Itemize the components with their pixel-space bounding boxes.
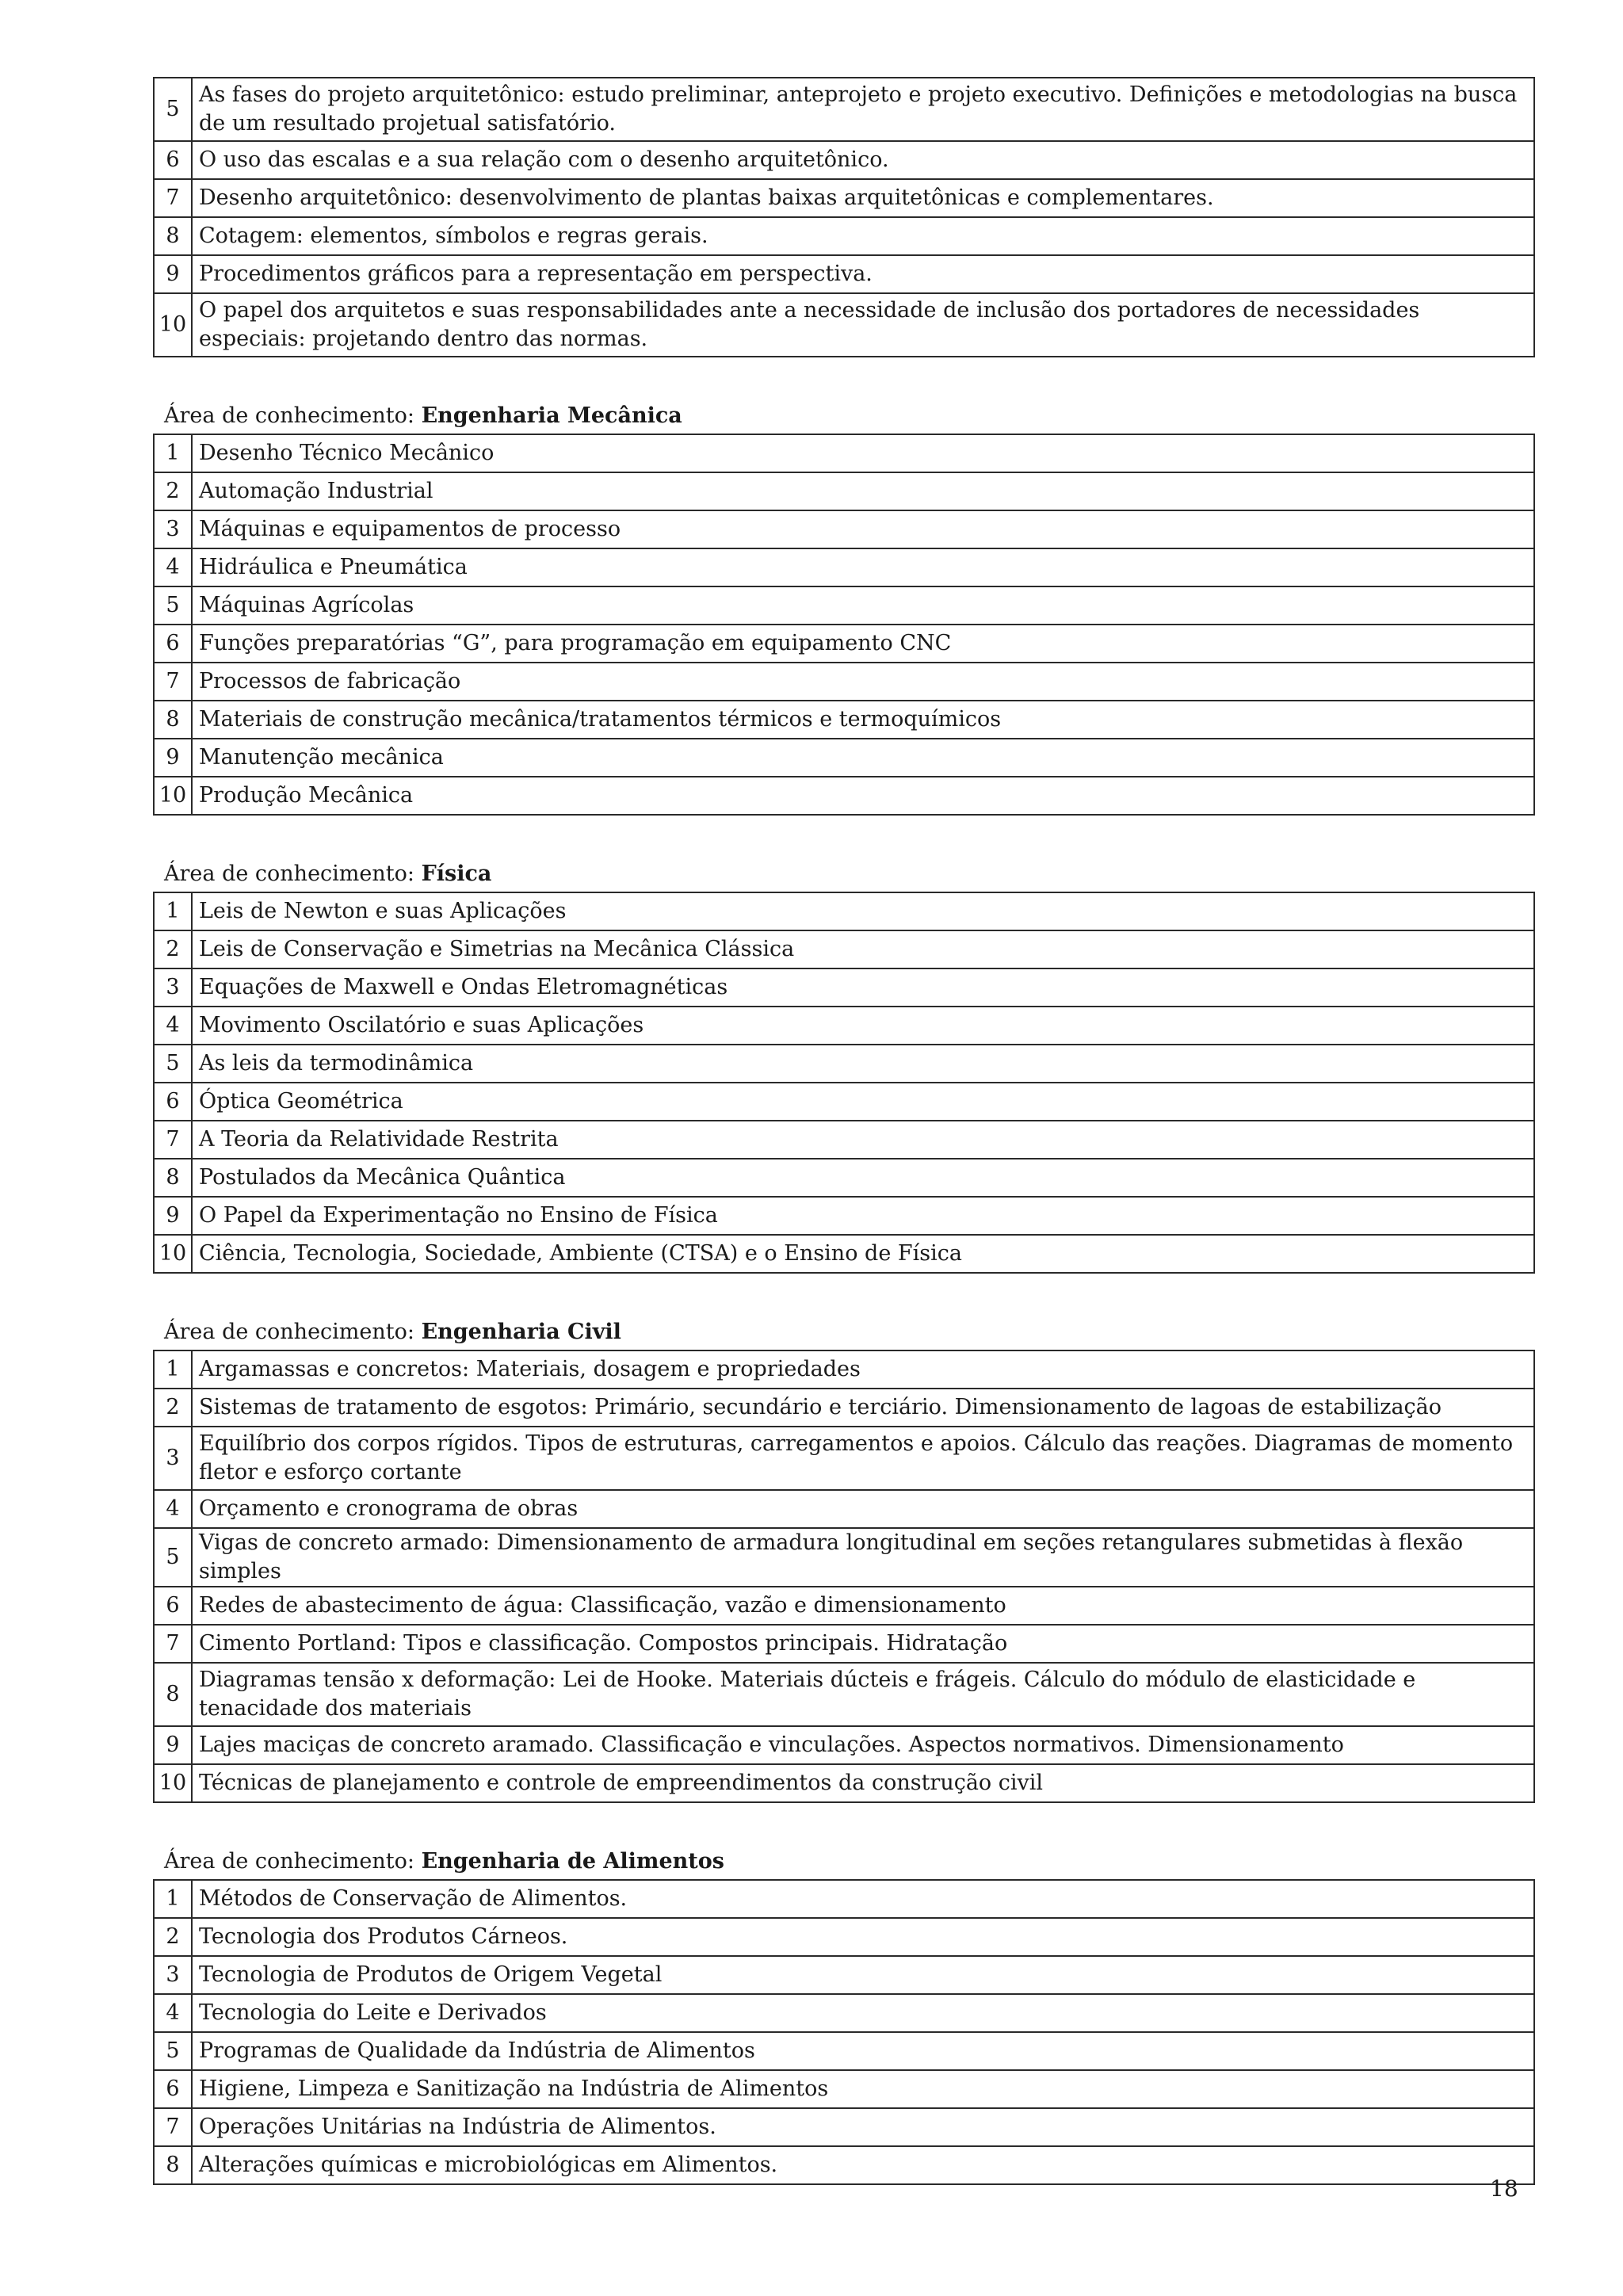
topic-text: Técnicas de planejamento e controle de empreendimentos da construção civil xyxy=(192,1764,1534,1802)
table-row xyxy=(154,1350,1534,1389)
section-heading-area: Engenharia Civil xyxy=(421,1320,621,1344)
table-row xyxy=(154,2070,1534,2108)
topic-number: 2 xyxy=(154,1389,192,1427)
topic-number: 5 xyxy=(154,78,192,141)
table-row xyxy=(154,434,1534,472)
topic-section xyxy=(153,77,1535,357)
topic-number: 5 xyxy=(154,2032,192,2070)
topic-number: 3 xyxy=(154,1427,192,1490)
section-heading-prefix: Área de conhecimento: xyxy=(164,403,422,428)
topic-number: 10 xyxy=(154,1764,192,1802)
topic-text: Equações de Maxwell e Ondas Eletromagnéticas xyxy=(192,968,1534,1007)
table-row xyxy=(154,1528,1534,1587)
topic-number: 3 xyxy=(154,1956,192,1994)
topic-text: Cotagem: elementos, símbolos e regras gerais. xyxy=(192,217,1534,255)
topic-number: 9 xyxy=(154,255,192,293)
topic-text: O Papel da Experimentação no Ensino de Física xyxy=(192,1197,1534,1235)
topic-text: Programas de Qualidade da Indústria de Alimentos xyxy=(192,2032,1534,2070)
topics-table xyxy=(153,1350,1535,1803)
section-heading-area: Física xyxy=(421,861,492,886)
topic-number: 5 xyxy=(154,1045,192,1083)
table-row xyxy=(154,968,1534,1007)
topic-text: As leis da termodinâmica xyxy=(192,1045,1534,1083)
table-row xyxy=(154,1159,1534,1197)
topic-number: 10 xyxy=(154,777,192,815)
topic-text: Tecnologia de Produtos de Origem Vegetal xyxy=(192,1956,1534,1994)
topic-text: Operações Unitárias na Indústria de Alimentos. xyxy=(192,2108,1534,2146)
topic-number: 10 xyxy=(154,293,192,357)
topic-number: 7 xyxy=(154,179,192,217)
topic-text: Hidráulica e Pneumática xyxy=(192,548,1534,586)
topic-text: Desenho arquitetônico: desenvolvimento de plantas baixas arquitetônicas e complementares. xyxy=(192,179,1534,217)
table-row xyxy=(154,1726,1534,1764)
section-heading-prefix: Área de conhecimento: xyxy=(164,861,422,886)
topic-text: As fases do projeto arquitetônico: estudo preliminar, anteprojeto e projeto executivo. Definições e metodologias na busca de um resultado projetual satisfatório. xyxy=(192,78,1534,141)
topic-text: O uso das escalas e a sua relação com o desenho arquitetônico. xyxy=(192,141,1534,179)
topic-text: Movimento Oscilatório e suas Aplicações xyxy=(192,1007,1534,1045)
topic-text: Orçamento e cronograma de obras xyxy=(192,1490,1534,1528)
topics-table xyxy=(153,1879,1535,2185)
topic-number: 2 xyxy=(154,1918,192,1956)
table-row xyxy=(154,1880,1534,1918)
section-heading xyxy=(153,1320,1535,1345)
topic-number: 2 xyxy=(154,930,192,968)
table-row xyxy=(154,217,1534,255)
topic-number: 3 xyxy=(154,968,192,1007)
topic-number: 6 xyxy=(154,1083,192,1121)
table-row xyxy=(154,1918,1534,1956)
table-row xyxy=(154,2146,1534,2184)
table-row xyxy=(154,2032,1534,2070)
topic-text: Processos de fabricação xyxy=(192,663,1534,701)
topics-table xyxy=(153,434,1535,816)
topic-number: 1 xyxy=(154,1350,192,1389)
topic-number: 8 xyxy=(154,2146,192,2184)
table-row xyxy=(154,141,1534,179)
topic-section xyxy=(153,861,1535,1274)
topic-number: 1 xyxy=(154,1880,192,1918)
topic-text: Produção Mecânica xyxy=(192,777,1534,815)
topic-number: 8 xyxy=(154,217,192,255)
topic-number: 10 xyxy=(154,1235,192,1273)
table-row xyxy=(154,1764,1534,1802)
topic-text: Alterações químicas e microbiológicas em Alimentos. xyxy=(192,2146,1534,2184)
topic-text: Procedimentos gráficos para a representação em perspectiva. xyxy=(192,255,1534,293)
topic-number: 1 xyxy=(154,892,192,930)
topic-text: Lajes maciças de concreto aramado. Classificação e vinculações. Aspectos normativos. Dimensionamento xyxy=(192,1726,1534,1764)
topic-text: Equilíbrio dos corpos rígidos. Tipos de estruturas, carregamentos e apoios. Cálculo das reações. Diagramas de momento fletor e esforço cortante xyxy=(192,1427,1534,1490)
topic-number: 6 xyxy=(154,625,192,663)
section-heading-prefix: Área de conhecimento: xyxy=(164,1320,422,1344)
topic-number: 6 xyxy=(154,1587,192,1625)
topic-number: 9 xyxy=(154,1197,192,1235)
table-row xyxy=(154,472,1534,510)
topic-number: 7 xyxy=(154,1121,192,1159)
topic-number: 7 xyxy=(154,663,192,701)
table-row xyxy=(154,1121,1534,1159)
page-number: 18 xyxy=(1490,2176,1518,2202)
topic-number: 7 xyxy=(154,1625,192,1663)
table-row xyxy=(154,1045,1534,1083)
table-row xyxy=(154,1083,1534,1121)
section-heading-area: Engenharia de Alimentos xyxy=(421,1849,724,1874)
document-body xyxy=(153,77,1535,2185)
topic-text: Diagramas tensão x deformação: Lei de Hooke. Materiais dúcteis e frágeis. Cálculo do módulo de elasticidade e tenacidade dos materiais xyxy=(192,1663,1534,1726)
table-row xyxy=(154,1427,1534,1490)
section-heading-prefix: Área de conhecimento: xyxy=(164,1849,422,1874)
table-row xyxy=(154,1197,1534,1235)
topic-number: 8 xyxy=(154,701,192,739)
topic-section xyxy=(153,1849,1535,2185)
topic-text: O papel dos arquitetos e suas responsabilidades ante a necessidade de inclusão dos portadores de necessidades especiais: projetando dentro das normas. xyxy=(192,293,1534,357)
table-row xyxy=(154,625,1534,663)
table-row xyxy=(154,739,1534,777)
topic-text: Máquinas Agrícolas xyxy=(192,586,1534,625)
topic-text: Desenho Técnico Mecânico xyxy=(192,434,1534,472)
table-row xyxy=(154,1235,1534,1273)
topic-number: 5 xyxy=(154,1528,192,1587)
topic-number: 8 xyxy=(154,1159,192,1197)
topic-text: Máquinas e equipamentos de processo xyxy=(192,510,1534,548)
topic-number: 4 xyxy=(154,1994,192,2032)
topic-text: Argamassas e concretos: Materiais, dosagem e propriedades xyxy=(192,1350,1534,1389)
topic-text: Métodos de Conservação de Alimentos. xyxy=(192,1880,1534,1918)
topic-text: Cimento Portland: Tipos e classificação. Compostos principais. Hidratação xyxy=(192,1625,1534,1663)
table-row xyxy=(154,1490,1534,1528)
table-row xyxy=(154,701,1534,739)
topic-number: 9 xyxy=(154,739,192,777)
topic-text: Leis de Conservação e Simetrias na Mecânica Clássica xyxy=(192,930,1534,968)
topic-number: 4 xyxy=(154,1007,192,1045)
table-row xyxy=(154,293,1534,357)
table-row xyxy=(154,78,1534,141)
table-row xyxy=(154,548,1534,586)
topic-text: Redes de abastecimento de água: Classificação, vazão e dimensionamento xyxy=(192,1587,1534,1625)
topic-text: Óptica Geométrica xyxy=(192,1083,1534,1121)
topic-number: 4 xyxy=(154,548,192,586)
topic-text: Manutenção mecânica xyxy=(192,739,1534,777)
topic-text: Funções preparatórias “G”, para programação em equipamento CNC xyxy=(192,625,1534,663)
topic-number: 4 xyxy=(154,1490,192,1528)
table-row xyxy=(154,892,1534,930)
topic-text: Tecnologia dos Produtos Cárneos. xyxy=(192,1918,1534,1956)
topic-number: 6 xyxy=(154,2070,192,2108)
table-row xyxy=(154,1625,1534,1663)
table-row xyxy=(154,1663,1534,1726)
topic-number: 8 xyxy=(154,1663,192,1726)
section-heading xyxy=(153,1849,1535,1874)
table-row xyxy=(154,255,1534,293)
topic-text: A Teoria da Relatividade Restrita xyxy=(192,1121,1534,1159)
table-row xyxy=(154,1389,1534,1427)
topics-table xyxy=(153,892,1535,1274)
topic-number: 1 xyxy=(154,434,192,472)
topic-number: 2 xyxy=(154,472,192,510)
topic-text: Sistemas de tratamento de esgotos: Primário, secundário e terciário. Dimensionamento de lagoas de estabilização xyxy=(192,1389,1534,1427)
topic-text: Postulados da Mecânica Quântica xyxy=(192,1159,1534,1197)
topic-text: Ciência, Tecnologia, Sociedade, Ambiente (CTSA) e o Ensino de Física xyxy=(192,1235,1534,1273)
table-row xyxy=(154,663,1534,701)
table-row xyxy=(154,1587,1534,1625)
table-row xyxy=(154,1994,1534,2032)
table-row xyxy=(154,586,1534,625)
table-row xyxy=(154,1956,1534,1994)
topic-section xyxy=(153,1320,1535,1803)
section-heading-area: Engenharia Mecânica xyxy=(421,403,682,428)
topics-table xyxy=(153,77,1535,357)
table-row xyxy=(154,2108,1534,2146)
section-heading xyxy=(153,861,1535,887)
table-row xyxy=(154,930,1534,968)
topic-text: Tecnologia do Leite e Derivados xyxy=(192,1994,1534,2032)
topic-text: Automação Industrial xyxy=(192,472,1534,510)
topic-number: 3 xyxy=(154,510,192,548)
topic-text: Materiais de construção mecânica/tratamentos térmicos e termoquímicos xyxy=(192,701,1534,739)
section-heading xyxy=(153,403,1535,429)
topic-number: 6 xyxy=(154,141,192,179)
table-row xyxy=(154,510,1534,548)
topic-number: 9 xyxy=(154,1726,192,1764)
table-row xyxy=(154,777,1534,815)
topic-text: Vigas de concreto armado: Dimensionamento de armadura longitudinal em seções retangulares submetidas à flexão simples xyxy=(192,1528,1534,1587)
topic-text: Leis de Newton e suas Aplicações xyxy=(192,892,1534,930)
topic-number: 5 xyxy=(154,586,192,625)
topic-section xyxy=(153,403,1535,816)
table-row xyxy=(154,179,1534,217)
table-row xyxy=(154,1007,1534,1045)
topic-text: Higiene, Limpeza e Sanitização na Indústria de Alimentos xyxy=(192,2070,1534,2108)
topic-number: 7 xyxy=(154,2108,192,2146)
